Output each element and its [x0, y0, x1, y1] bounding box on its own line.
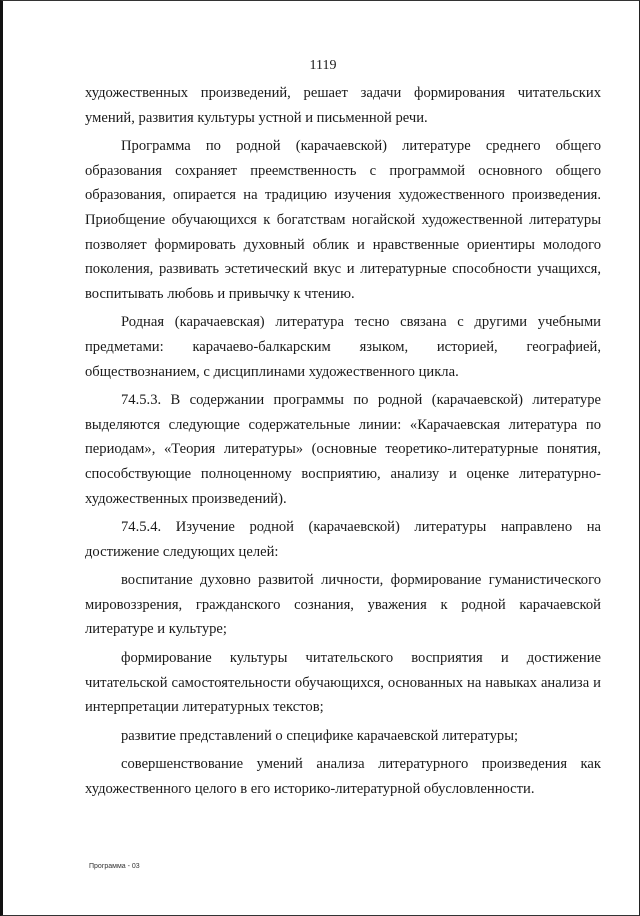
paragraph-interdisciplinary: Родная (карачаевская) литература тесно связана с другими учебными предметами: карачаево-балкарским языком, историей, географией, обществознанием, с дисциплинами художественного цикла. — [85, 314, 601, 380]
goal-item-2: формирование культуры читательского восприятия и достижение читательской самостоятельности обучающихся, основанных на навыках анализа и интерпретации литературных текстов; — [85, 650, 601, 716]
paragraph-program-overview: Программа по родной (карачаевской) литературе среднего общего образования сохраняет преемственность с программой основного общего образования, опирается на традицию изучения художественного произведения. Приобщение обучающихся к богатствам ногайской художественной литературы позволяет формировать духовный облик и нравственные ориентиры молодого поколения, развивать эстетический вкус и литературные способности учащихся, воспитывать любовь и привычку к чтению. — [85, 138, 601, 302]
goal-item-1: воспитание духовно развитой личности, формирование гуманистического мировоззрения, гражданского сознания, уважения к родной карачаевской литературе и культуре; — [85, 572, 601, 638]
goal-item-4: совершенствование умений анализа литературного произведения как художественного целого в его историко-литературной обусловленности. — [85, 756, 601, 798]
paragraph-continuation: художественных произведений, решает задачи формирования читательских умений, развития культуры устной и письменной речи. — [85, 85, 601, 126]
paragraph-section-74-5-3: 74.5.3. В содержании программы по родной (карачаевской) литературе выделяются следующие содержательные линии: «Карачаевская литература по периодам», «Теория литературы» (основные теоретико-литературные понятия, способствующие полноценному восприятию, анализу и оценке литературно-художественных произведений). — [85, 392, 601, 507]
paragraph-section-74-5-4: 74.5.4. Изучение родной (карачаевской) литературы направлено на достижение следующих целей: — [85, 519, 601, 560]
footer-label: Программа - 03 — [89, 863, 140, 870]
page-number: 1119 — [309, 58, 337, 73]
body-text — [85, 81, 601, 804]
goal-item-3: развитие представлений о специфике карачаевской литературы; — [121, 727, 519, 744]
